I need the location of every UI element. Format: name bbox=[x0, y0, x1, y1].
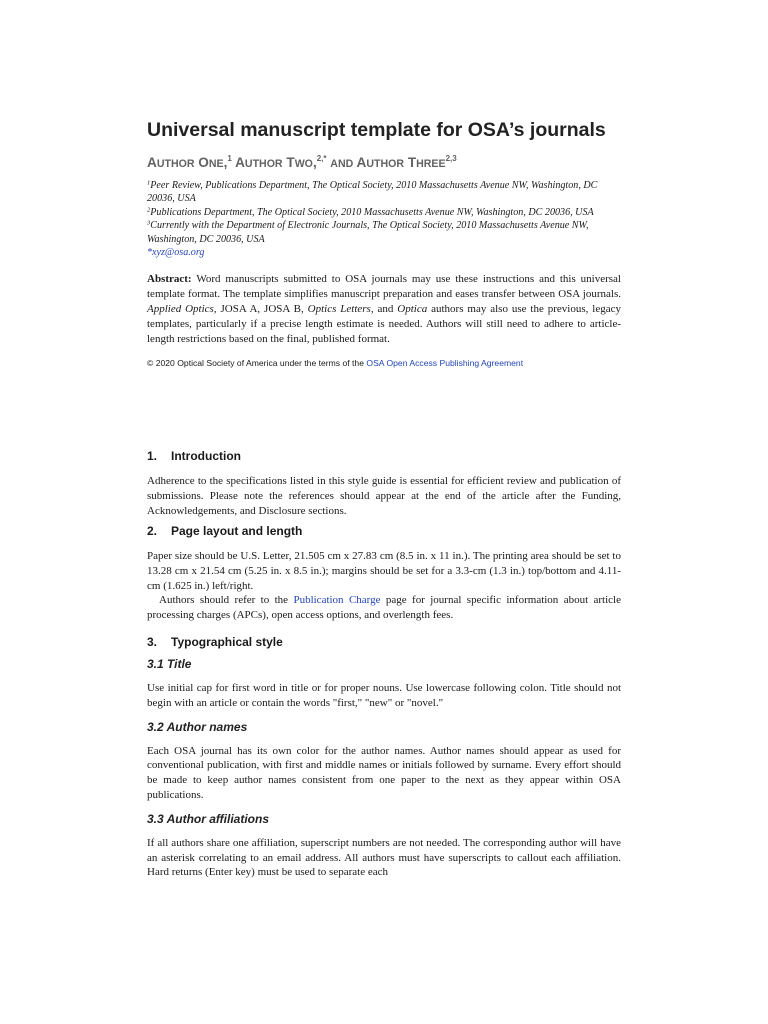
paragraph: Use initial cap for first word in title or for proper nouns. Use lowercase following colon. Title should not begin with an article or contain the words "first," "new" or "novel." bbox=[147, 682, 621, 709]
subsection-heading: 3.1 Title bbox=[147, 657, 192, 671]
paragraph: Each OSA journal has its own color for the author names. Author names should appear as used for conventional publication, with first and middle names or initials followed by surname. Every effort should be made to keep author names consistent from one paper to the next as they appear within OSA publications. bbox=[147, 744, 621, 801]
affiliation-item: $^1$Peer Review, Publications Department, The Optical Society, 2010 Massachusetts Avenue NW, Washington, DC 20036, USA bbox=[147, 179, 598, 205]
section-heading: 1. Introduction bbox=[147, 449, 241, 463]
section-page-layout bbox=[147, 523, 621, 623]
section-heading: 3. Typographical style bbox=[147, 635, 283, 649]
author-conjunction: AND bbox=[330, 158, 354, 170]
section-typographical-style bbox=[147, 634, 621, 880]
publication-charge-link[interactable]: Publication Charge bbox=[293, 594, 381, 607]
author-name: AUTHOR TWO,$^{2,*}$ bbox=[235, 154, 327, 170]
subsection-heading: 3.2 Author names bbox=[147, 719, 248, 734]
affiliation-item: $^2$Publications Department, The Optical Society, 2010 Massachusetts Avenue NW, Washington, DC 20036, USA bbox=[147, 206, 594, 218]
affiliation-item: $^3$Currently with the Department of Electronic Journals, The Optical Society, 2010 Massachusetts Avenue NW, Washington, DC 20036, USA bbox=[147, 219, 589, 245]
publishing-agreement-link[interactable]: OSA Open Access Publishing Agreement bbox=[366, 358, 524, 369]
paragraph: Paper size should be U.S. Letter, 21.505 cm x 27.83 cm (8.5 in. x 11 in.). The printing area should be set to 13.28 cm x 21.54 cm (5.25 in. x 8.5 in.); margins should be set for a 3.3-cm (1.3 in.) top/bottom and 4.11-cm (1.625 in.) left/right. bbox=[147, 550, 621, 592]
paragraph: If all authors share one affiliation, superscript numbers are not needed. The corresponding author will have an asterisk correlating to an email address. All authors must have superscripts to callout each affiliation. Hard returns (Enter key) must be used to separate each bbox=[147, 836, 621, 879]
corresponding-email-link[interactable]: *xyz@osa.org bbox=[147, 247, 205, 259]
abstract: Abstract: Word manuscripts submitted to OSA journals may use these instructions and this universal template format. The template simplifies manuscript preparation and eases transfer between OSA journals. Applied Optics, JOSA A, JOSA B, Optics Letters, and Optica authors may also use the previous, legacy templates, particularly if a precise length estimate is needed. Authors will still need to adhere to article-length restrictions based on the final, published format. bbox=[147, 273, 621, 345]
author-list bbox=[147, 154, 621, 173]
abstract-label: Abstract: bbox=[147, 273, 192, 286]
paragraph: Adherence to the specifications listed in this style guide is essential for efficient review and publication of submissions. Please note the references should appear at the end of the article after the Funding, Acknowledgements, and Disclosure sections. bbox=[147, 475, 621, 517]
paragraph: Authors should refer to the Publication Charge page for journal specific information about article processing charges (APCs), open access options, and overlength fees. bbox=[147, 594, 621, 622]
section-heading: 2. Page layout and length bbox=[147, 524, 303, 538]
author-name: AUTHOR THREE$^{2,3}$ bbox=[356, 154, 457, 170]
section-introduction bbox=[147, 448, 621, 518]
affiliations bbox=[147, 179, 621, 259]
copyright-notice: © 2020 Optical Society of America under the terms of the OSA Open Access Publishing Agreement bbox=[147, 358, 524, 369]
paper-title: Universal manuscript template for OSA’s journals bbox=[147, 119, 606, 141]
manuscript-page bbox=[147, 118, 621, 879]
author-name: AUTHOR ONE,$^1$ bbox=[147, 154, 232, 170]
subsection-heading: 3.3 Author affiliations bbox=[147, 811, 270, 826]
